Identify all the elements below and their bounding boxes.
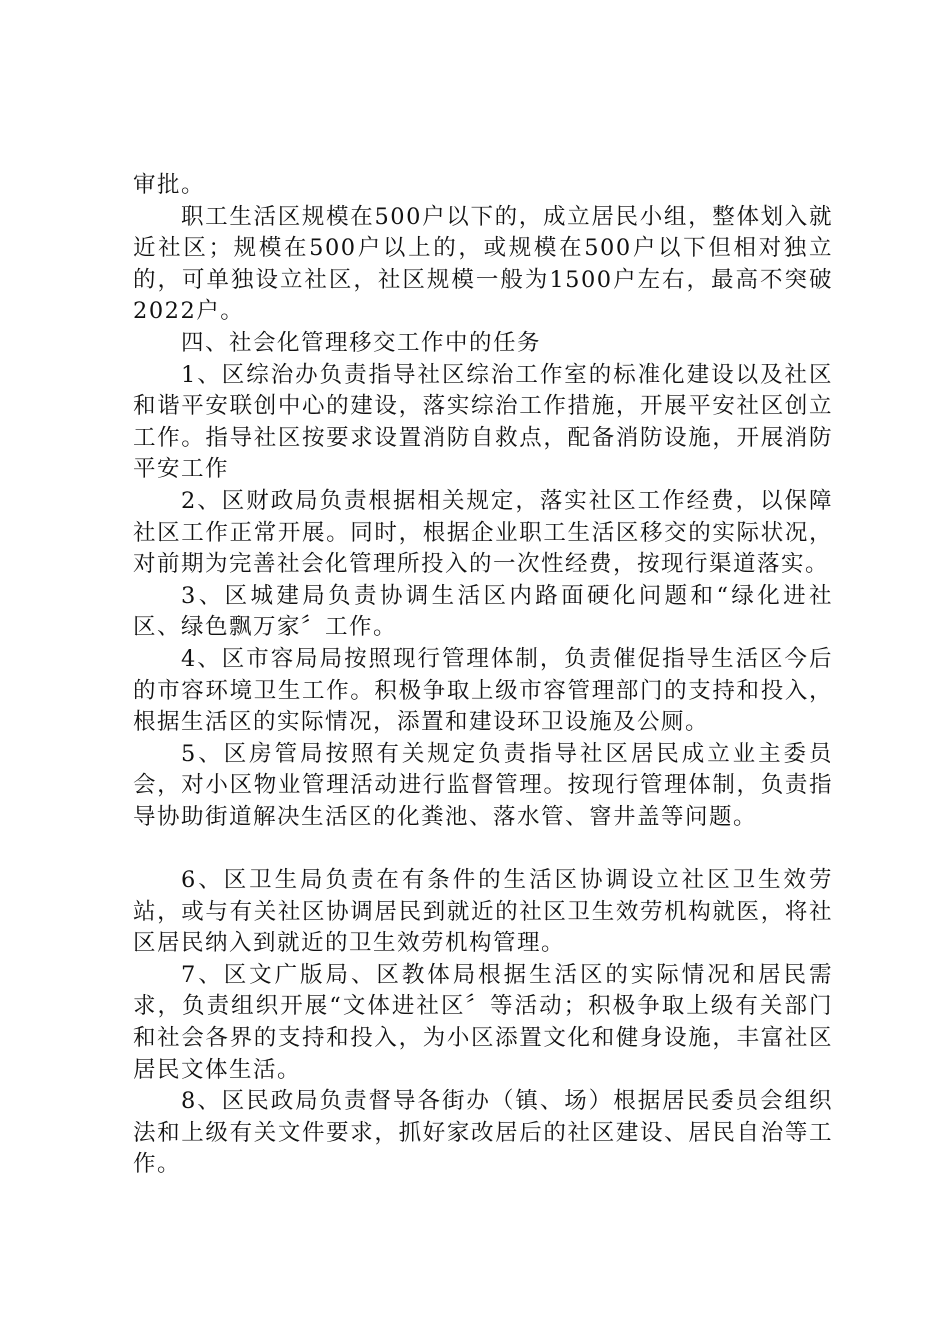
paragraph-task-6: 6、区卫生局负责在有条件的生活区协调设立社区卫生效劳站，或与有关社区协调居民到就近的社区卫生效劳机构就医，将社区居民纳入到就近的卫生效劳机构管理。: [133, 867, 833, 957]
document-body: [133, 170, 833, 1181]
paragraph-task-7: 7、区文广版局、区教体局根据生活区的实际情况和居民需求，负责组织开展“文体进社区〞等活动；积极争取上级有关部门和社会各界的支持和投入，为小区添置文化和健身设施，丰富社区居民文体生活。: [133, 961, 833, 1083]
paragraph-task-4: 4、区市容局局按照现行管理体制，负责催促指导生活区今后的市容环境卫生工作。积极争取上级市容管理部门的支持和投入，根据生活区的实际情况，添置和建设环卫设施及公厕。: [133, 645, 833, 736]
paragraph-task-5: 5、区房管局按照有关规定负责指导社区居民成立业主委员会，对小区物业管理活动进行监督管理。按现行管理体制，负责指导协助街道解决生活区的化粪池、落水管、窨井盖等问题。: [133, 740, 833, 830]
section-heading-tasks: 四、社会化管理移交工作中的任务: [181, 329, 542, 356]
paragraph-approval: 审批。: [133, 172, 206, 198]
paragraph-task-8: 8、区民政局负责督导各街办（镇、场）根据居民委员会组织法和上级有关文件要求，抓好家改居后的社区建设、居民自治等工作。: [133, 1088, 833, 1178]
paragraph-task-2: 2、区财政局负责根据相关规定，落实社区工作经费，以保障社区工作正常开展。同时，根据企业职工生活区移交的实际状况，对前期为完善社会化管理所投入的一次性经费，按现行渠道落实。: [133, 487, 833, 578]
paragraph-task-1: 1、区综治办负责指导社区综治工作室的标准化建设以及社区和谐平安联创中心的建设，落实综治工作措施，开展平安社区创立工作。指导社区按要求设置消防自救点，配备消防设施，开展消防平安工作: [133, 361, 833, 483]
paragraph-community-scale: 职工生活区规模在500户以下的，成立居民小组，整体划入就近社区；规模在500户以上的，或规模在500户以下但相对独立的，可单独设立社区，社区规模一般为1500户左右，最高不突破2022户。: [133, 203, 833, 325]
paragraph-gap: [133, 833, 833, 865]
paragraph-task-3: 3、区城建局负责协调生活区内路面硬化问题和“绿化进社区、绿色飘万家〞工作。: [133, 582, 833, 641]
